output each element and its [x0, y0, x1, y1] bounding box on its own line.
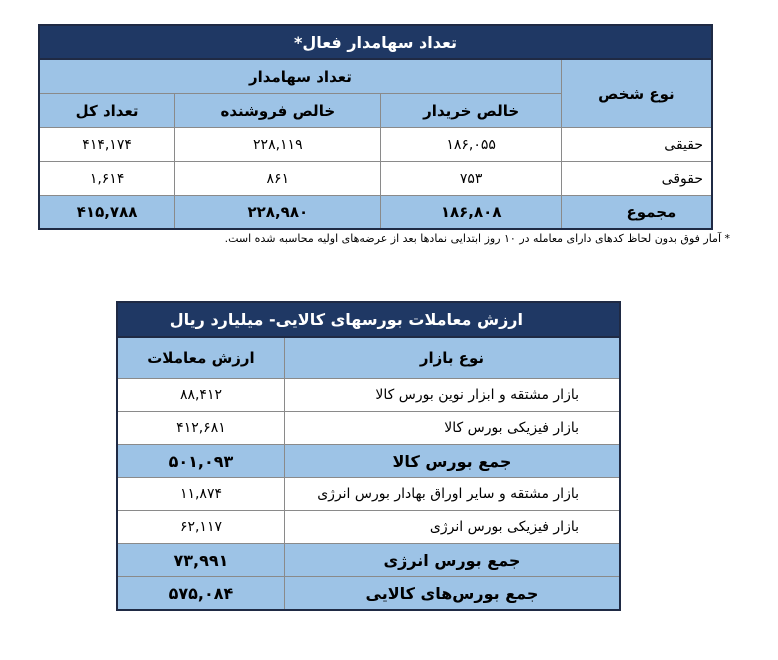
- table-row: [39, 162, 712, 196]
- cell-market: جمع بورس انرژی: [284, 544, 620, 577]
- cell-market: بازار مشتقه و سایر اوراق بهادار بورس انرژی: [284, 478, 620, 511]
- table-row: [117, 412, 620, 445]
- cell-value: ۶۲,۱۱۷: [117, 511, 284, 544]
- cell-value: ۴۱۲,۶۸۱: [117, 412, 284, 445]
- header-shareholder-count: تعداد سهامدار: [39, 59, 561, 94]
- cell-total-label: مجموع: [561, 196, 712, 230]
- cell-value: ۱۱,۸۷۴: [117, 478, 284, 511]
- footnote: * آمار فوق بدون لحاظ کدهای دارای معامله در ۱۰ روز ابتدایی نمادها بعد از عرضه‌های اولیه محاسبه شده است.: [224, 232, 730, 245]
- commodity-exchange-table: [116, 301, 621, 611]
- cell-net-seller: ۲۲۸,۱۱۹: [175, 128, 381, 162]
- cell-value: ۵۰۱,۰۹۳: [117, 445, 284, 478]
- active-shareholders-table: [38, 24, 713, 230]
- cell-market: بازار مشتقه و ابزار نوین بورس کالا: [284, 379, 620, 412]
- cell-total-net-seller: ۲۲۸,۹۸۰: [175, 196, 381, 230]
- table2-title: ارزش معاملات بورسهای کالایی- میلیارد ریال: [117, 302, 620, 337]
- table-row: [117, 478, 620, 511]
- cell-net-buyer: ۷۵۳: [381, 162, 561, 196]
- header-total-count: تعداد کل: [39, 94, 175, 128]
- cell-market: بازار فیزیکی بورس کالا: [284, 412, 620, 445]
- subtotal-row: [117, 544, 620, 577]
- cell-value: ۸۸,۴۱۲: [117, 379, 284, 412]
- table1-title: تعداد سهامدار فعال*: [39, 25, 712, 59]
- cell-net-buyer: ۱۸۶,۰۵۵: [381, 128, 561, 162]
- table-row: [117, 379, 620, 412]
- cell-value: ۷۳,۹۹۱: [117, 544, 284, 577]
- cell-person-type: حقوقی: [561, 162, 712, 196]
- header-net-buyer: خالص خریدار: [381, 94, 561, 128]
- cell-total-net-buyer: ۱۸۶,۸۰۸: [381, 196, 561, 230]
- cell-market: جمع بورس‌های کالایی: [284, 577, 620, 611]
- total-row: [39, 196, 712, 230]
- table-row: [117, 511, 620, 544]
- header-net-seller: خالص فروشنده: [175, 94, 381, 128]
- cell-value: ۵۷۵,۰۸۴: [117, 577, 284, 611]
- cell-net-seller: ۸۶۱: [175, 162, 381, 196]
- header-market-type: نوع بازار: [284, 337, 620, 379]
- cell-market: جمع بورس کالا: [284, 445, 620, 478]
- cell-total: ۱,۶۱۴: [39, 162, 175, 196]
- cell-total: ۴۱۴,۱۷۴: [39, 128, 175, 162]
- cell-market: بازار فیزیکی بورس انرژی: [284, 511, 620, 544]
- header-person-type: نوع شخص: [561, 59, 712, 128]
- total-row: [117, 577, 620, 611]
- table-row: [39, 128, 712, 162]
- cell-person-type: حقیقی: [561, 128, 712, 162]
- header-trade-value: ارزش معاملات: [117, 337, 284, 379]
- subtotal-row: [117, 445, 620, 478]
- cell-total-total: ۴۱۵,۷۸۸: [39, 196, 175, 230]
